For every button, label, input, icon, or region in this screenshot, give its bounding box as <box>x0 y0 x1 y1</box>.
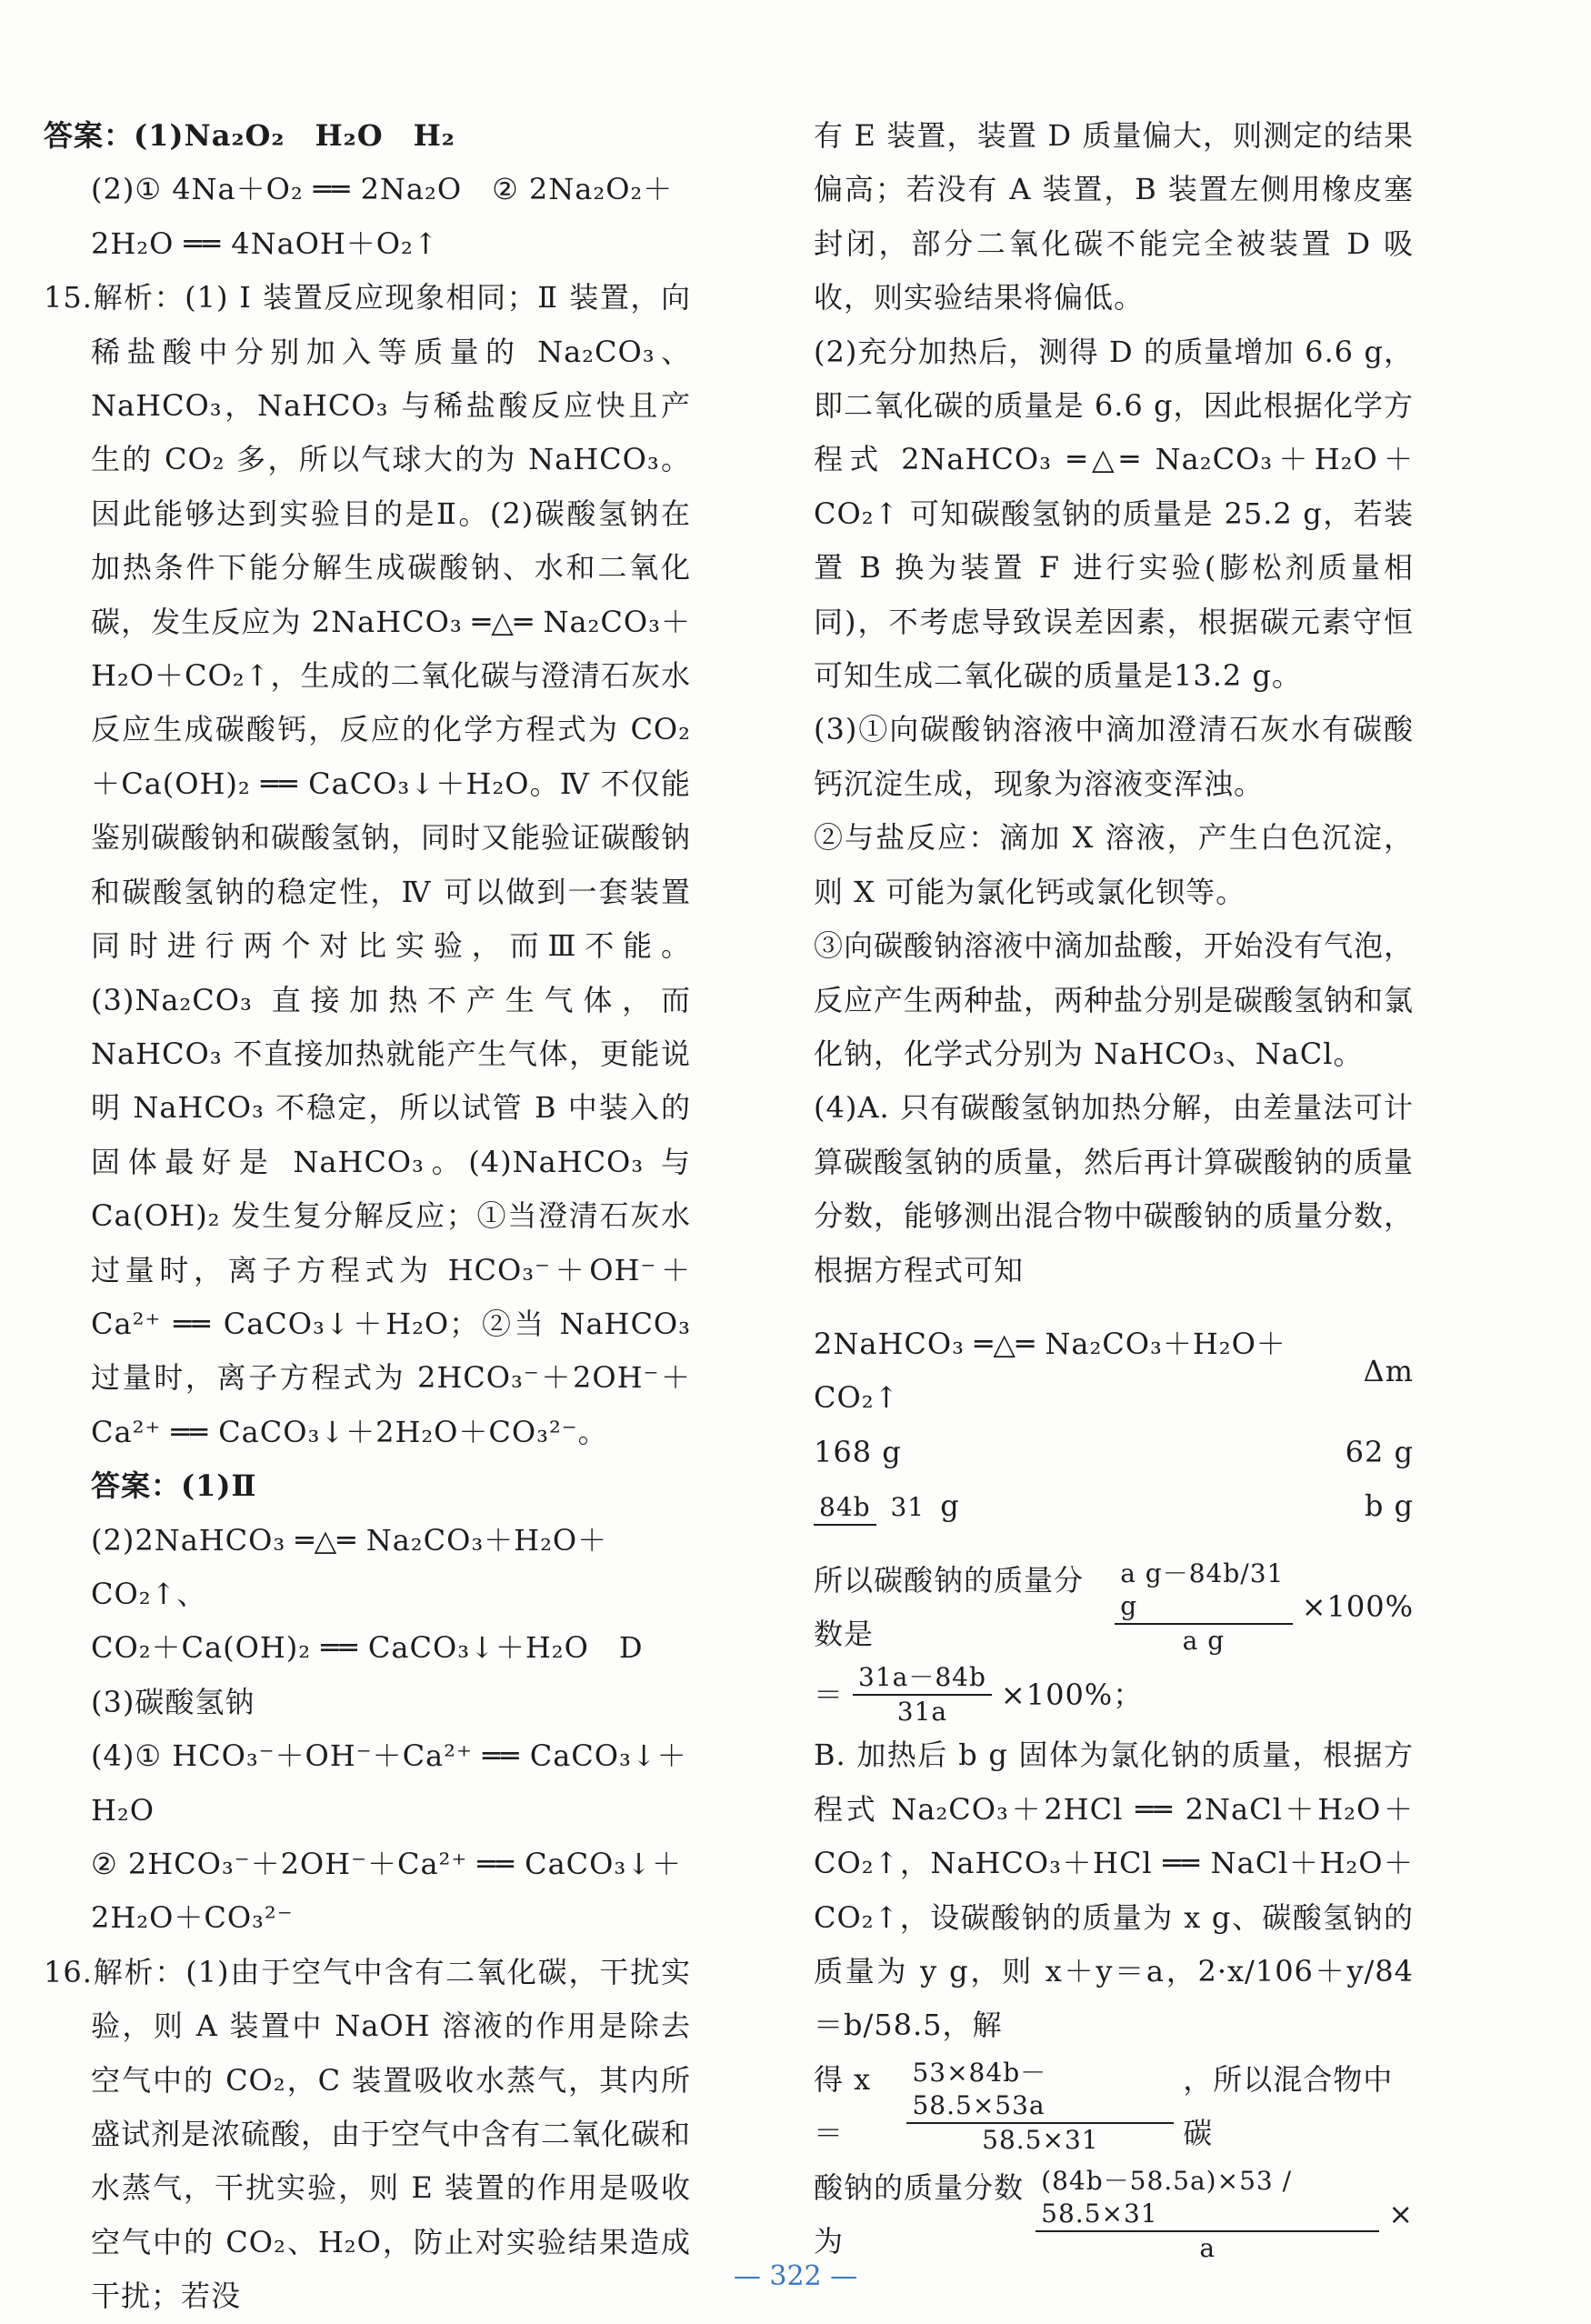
answer-14-line-3: 2H₂O ══ 4NaOH＋O₂↑ <box>91 225 439 261</box>
left-column <box>44 109 691 2324</box>
q16-part-2: (2)充分加热后，测得 D 的质量增加 6.6 g，即二氧化碳的质量是 6.6 g，因此根据化学方程式 2NaHCO₃ ═△═ Na₂CO₃＋H₂O＋CO₂↑ 可知碳酸氢钠的质量是 25.2 g，若装置 B 换为装置 F 进行实验(膨松剂质量相同)，不考虑导致误差因素，根据碳元素守恒可知生成二氧化碳的质量是13.2 g。 <box>814 334 1414 694</box>
page-number: — 322 — <box>733 2260 858 2292</box>
reaction-row-equation <box>814 1317 1414 1426</box>
unknown-b-grams: b g <box>1364 1488 1414 1524</box>
fraction-mass-ratio: $\frac{\text{a g－84b/31 g}}{\text{a g}}$ <box>1115 1558 1293 1658</box>
answer-15-part-2-line-1: (2)2NaHCO₃ ═△═ Na₂CO₃＋H₂O＋CO₂↑、 <box>91 1522 608 1611</box>
molar-mass-168: 168 g <box>814 1434 902 1469</box>
answer-15-part-4-line-2: H₂O <box>91 1792 155 1828</box>
fraction-simplified: $\frac{31a-84b}{31a}$ <box>853 1661 992 1728</box>
reaction-row-masses <box>814 1426 1414 1479</box>
mass-fraction-formula-2: ＝ $\frac{31a-84b}{31a}$ ×100%； <box>814 1662 1144 1728</box>
fraction-x-solution: $\frac{53\times 84b-58.5\times 53a}{58.5\times 31}$ <box>906 2057 1174 2157</box>
q16-part-3-item-1: (3)①向碳酸钠溶液中滴加澄清石灰水有碳酸钙沉淀生成，现象为溶液变浑浊。 <box>814 712 1414 801</box>
q16-part-4-b: B. 加热后 b g 固体为氯化钠的质量，根据方程式 Na₂CO₃＋2HCl ══ 2NaCl＋H₂O＋CO₂↑，NaHCO₃＋HCl ══ NaCl＋H₂O＋CO₂↑，设碳酸钠的质量为 x g、碳酸氢钠的质量为 y g，则 x＋y＝a，2·x/106＋y/84＝b/58.5，解 <box>814 1738 1414 2043</box>
answer-14-line-1: 答案：(1)Na₂O₂ H₂O H₂ <box>44 118 455 153</box>
q16-analysis-continued: 有 E 装置，装置 D 质量偏大，则测定的结果偏高；若没有 A 装置，B 装置左侧用橡皮塞封闭，部分二氧化碳不能完全被装置 D 吸收，则实验结果将偏低。 <box>814 118 1414 316</box>
answer-15-part-4-line-4: 2H₂O＋CO₃²⁻ <box>91 1900 294 1936</box>
q16-part-4-a: (4)A. 只有碳酸氢钠加热分解，由差量法可计算碳酸氢钠的质量，然后再计算碳酸钠的质量分数，能够测出混合物中碳酸钠的质量分数，根据方程式可知 <box>814 1090 1415 1287</box>
question-15-analysis: 15.解析：(1) Ⅰ 装置反应现象相同；Ⅱ 装置，向稀盐酸中分别加入等质量的 Na₂CO₃、NaHCO₃，NaHCO₃ 与稀盐酸反应快且产生的 CO₂ 多，所以气球大的为 NaHCO₃。因此能够达到实验目的是Ⅱ。(2)碳酸氢钠在加热条件下能分解生成碳酸钠、水和二氧化碳，发生反应为 2NaHCO₃ ═△═ Na₂CO₃＋H₂O＋CO₂↑，生成的二氧化碳与澄清石灰水反应生成碳酸钙，反应的化学方程式为 CO₂＋Ca(OH)₂ ══ CaCO₃↓＋H₂O。Ⅳ 不仅能鉴别碳酸钠和碳酸氢钠，同时又能验证碳酸钠和碳酸氢钠的稳定性，Ⅳ 可以做到一套装置同时进行两个对比实验，而Ⅲ不能。(3)Na₂CO₃ 直接加热不产生气体，而 NaHCO₃ 不直接加热就能产生气体，更能说明 NaHCO₃ 不稳定，所以试管 B 中装入的固体最好是 NaHCO₃。(4)NaHCO₃ 与 Ca(OH)₂ 发生复分解反应；①当澄清石灰水过量时，离子方程式为 HCO₃⁻＋OH⁻＋Ca²⁺ ══ CaCO₃↓＋H₂O；②当 NaHCO₃ 过量时，离子方程式为 2HCO₃⁻＋2OH⁻＋Ca²⁺ ══ CaCO₃↓＋2H₂O＋CO₃²⁻。 <box>44 280 692 1449</box>
delta-m-label: Δm <box>1363 1353 1414 1388</box>
final-fraction-formula: 酸钠的质量分数为 $\frac{(84b-58.5a)\times 53 / 58.5\times 31}{a}$ × <box>814 2166 1414 2264</box>
fraction-final: $\frac{(84b-58.5a)\times 53 / 58.5\times 31}{a}$ <box>1036 2165 1379 2265</box>
right-column <box>814 109 1414 2269</box>
answer-15-part-1: 答案：(1)Ⅱ <box>91 1468 257 1504</box>
answer-15-part-4-line-3: ② 2HCO₃⁻＋2OH⁻＋Ca²⁺ ══ CaCO₃↓＋ <box>91 1847 683 1881</box>
q16-part-3-item-2: ②与盐反应：滴加 X 溶液，产生白色沉淀，则 X 可能为氯化钙或氯化钡等。 <box>814 820 1414 909</box>
answer-14-line-2: (2)① 4Na＋O₂ ══ 2Na₂O ② 2Na₂O₂＋ <box>91 172 674 207</box>
answer-15-part-3: (3)碳酸氢钠 <box>91 1684 255 1719</box>
mass-fraction-formula-1: 所以碳酸钠的质量分数是 $\frac{\text{a g－84b/31 g}}{\text{a g}}$ ×100% <box>814 1558 1414 1656</box>
reaction-row-unknowns: 84b 31 g b g <box>814 1479 1414 1533</box>
delta-mass-62: 62 g <box>1345 1434 1414 1469</box>
question-16-analysis: 16.解析：(1)由于空气中含有二氧化碳，干扰实验，则 A 装置中 NaOH 溶液的作用是除去空气中的 CO₂，C 装置吸收水蒸气，其内所盛试剂是浓硫酸，由于空气中含有二氧化碳和水蒸气，干扰实验，则 E 装置的作用是吸收空气中的 CO₂、H₂O，防止对实验结果造成干扰；若没 <box>44 1954 692 2314</box>
solve-x-formula: 得 x＝ $\frac{53\times 84b-58.5\times 53a}{58.5\times 31}$ ，所以混合物中碳 <box>814 2058 1394 2156</box>
page-number-footer <box>0 2260 1591 2292</box>
answer-15-part-4-line-1: (4)① HCO₃⁻＋OH⁻＋Ca²⁺ ══ CaCO₃↓＋ <box>91 1738 687 1774</box>
answer-15-part-2-line-2: CO₂＋Ca(OH)₂ ══ CaCO₃↓＋H₂O D <box>91 1630 644 1666</box>
reaction-equation: 2NaHCO₃ ═△═ Na₂CO₃＋H₂O＋CO₂↑ <box>814 1326 1286 1416</box>
fraction-84b-over-31: 84b 31 <box>814 1491 930 1526</box>
q16-part-3-item-3: ③向碳酸钠溶液中滴加盐酸，开始没有气泡，反应产生两种盐，两种盐分别是碳酸氢钠和氯化钠，化学式分别为 NaHCO₃、NaCl。 <box>814 928 1415 1071</box>
